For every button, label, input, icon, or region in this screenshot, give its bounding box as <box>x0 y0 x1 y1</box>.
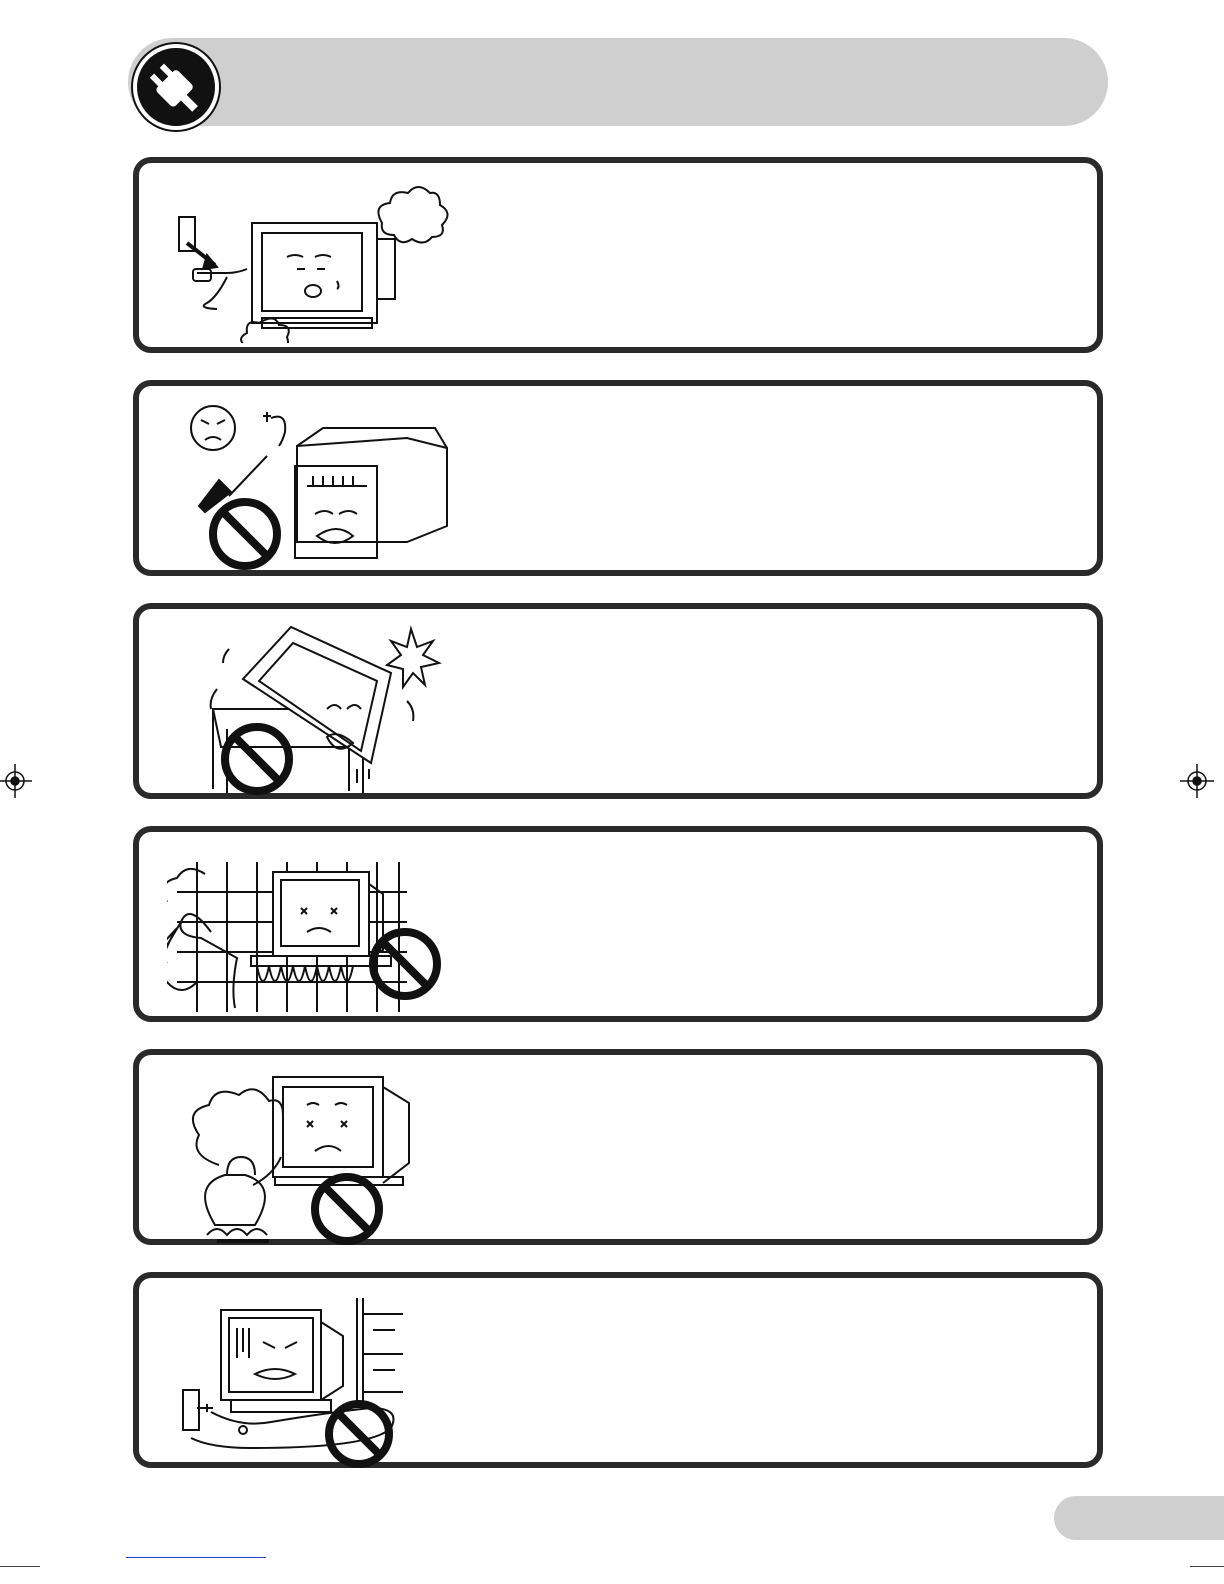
no-disassembly-screwdriver-illustration <box>167 396 467 571</box>
no-water-exposure-illustration <box>167 842 467 1022</box>
registration-mark-right <box>1180 764 1214 798</box>
section-header-bar <box>128 38 1108 126</box>
power-plug-icon <box>133 44 219 130</box>
unplug-smoking-tv-illustration <box>167 173 467 343</box>
warning-panel-5 <box>133 1049 1103 1245</box>
no-cord-damage-illustration <box>167 1288 467 1468</box>
warning-panel-3 <box>133 603 1103 799</box>
warning-panel-6 <box>133 1272 1103 1468</box>
no-steam-exposure-illustration <box>167 1065 467 1245</box>
no-unstable-placement-illustration <box>167 619 467 799</box>
footer-crop-line-left <box>0 1566 40 1567</box>
warning-panel-1 <box>133 157 1103 353</box>
footer-crop-line-right <box>1190 1566 1224 1567</box>
page-number-tab <box>1054 1496 1224 1540</box>
warning-panel-4 <box>133 826 1103 1022</box>
warning-panel-2 <box>133 380 1103 576</box>
footer-link-line <box>126 1557 266 1558</box>
registration-mark-left <box>0 764 32 798</box>
